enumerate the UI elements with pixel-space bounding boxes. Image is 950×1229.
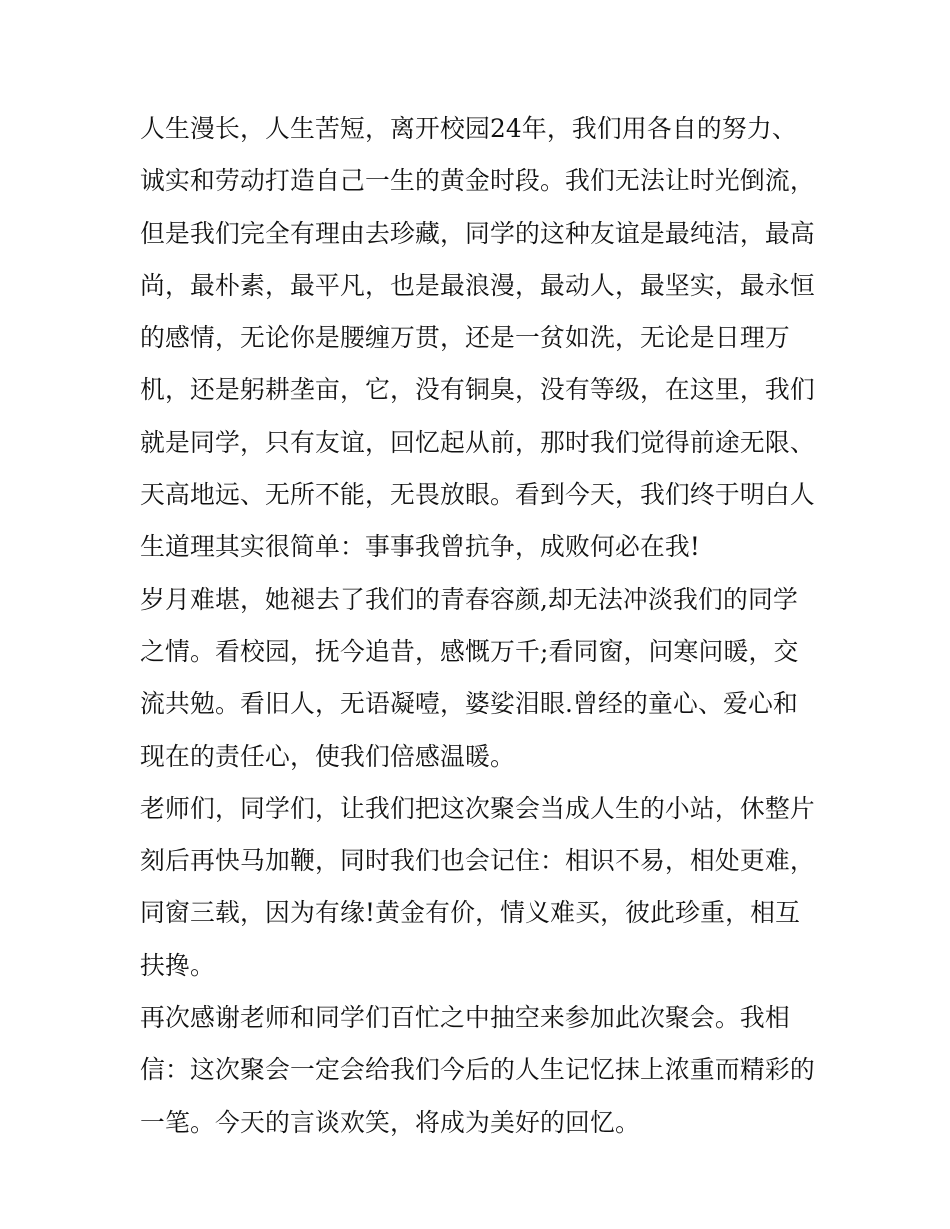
paragraph-2	[140, 574, 820, 783]
text-line: 刻后再快马加鞭，同时我们也会记住：相识不易，相处更难，	[140, 846, 815, 876]
paragraph-1	[140, 103, 820, 574]
text-line: 扶搀。	[140, 950, 215, 980]
text-line: 但是我们完全有理由去珍藏，同学的这种友谊是最纯洁，最高	[140, 218, 815, 248]
text-line: 老师们，同学们，让我们把这次聚会当成人生的小站，休整片	[140, 793, 815, 823]
text-line: 人生漫长，人生苦短，离开校园24年，我们用各自的努力、	[140, 114, 797, 143]
text-line: 天高地远、无所不能，无畏放眼。看到今天，我们终于明白人	[140, 480, 815, 510]
text-line: 生道理其实很简单：事事我曾抗争，成败何必在我!	[140, 532, 701, 562]
text-line: 信：这次聚会一定会给我们今后的人生记忆抹上浓重而精彩的	[140, 1055, 815, 1085]
text-line: 就是同学，只有友谊，回忆起从前，那时我们觉得前途无限、	[140, 427, 815, 457]
paragraph-3	[140, 783, 820, 992]
text-line: 之情。看校园，抚今追昔，感慨万千;看同窗，问寒问暖，交	[140, 636, 799, 666]
text-line: 流共勉。看旧人，无语凝噎，婆娑泪眼.曾经的童心、爱心和	[140, 689, 799, 719]
text-line: 诚实和劳动打造自己一生的黄金时段。我们无法让时光倒流，	[140, 166, 815, 196]
text-line: 尚，最朴素，最平凡，也是最浪漫，最动人，最坚实，最永恒	[140, 270, 815, 300]
text-line: 现在的责任心，使我们倍感温暖。	[140, 741, 515, 771]
paragraph-4	[140, 992, 820, 1149]
text-line: 的感情，无论你是腰缠万贯，还是一贫如洗，无论是日理万	[140, 323, 790, 353]
text-line: 机，还是躬耕垄亩，它，没有铜臭，没有等级，在这里，我们	[140, 375, 815, 405]
text-line: 岁月难堪，她褪去了我们的青春容颜,却无法冲淡我们的同学	[140, 584, 799, 614]
text-line: 一笔。今天的言谈欢笑，将成为美好的回忆。	[140, 1107, 640, 1137]
document-body	[140, 103, 820, 1149]
text-line: 同窗三载，因为有缘!黄金有价，情义难买，彼此珍重，相互	[140, 898, 801, 928]
text-line: 再次感谢老师和同学们百忙之中抽空来参加此次聚会。我相	[140, 1003, 790, 1033]
